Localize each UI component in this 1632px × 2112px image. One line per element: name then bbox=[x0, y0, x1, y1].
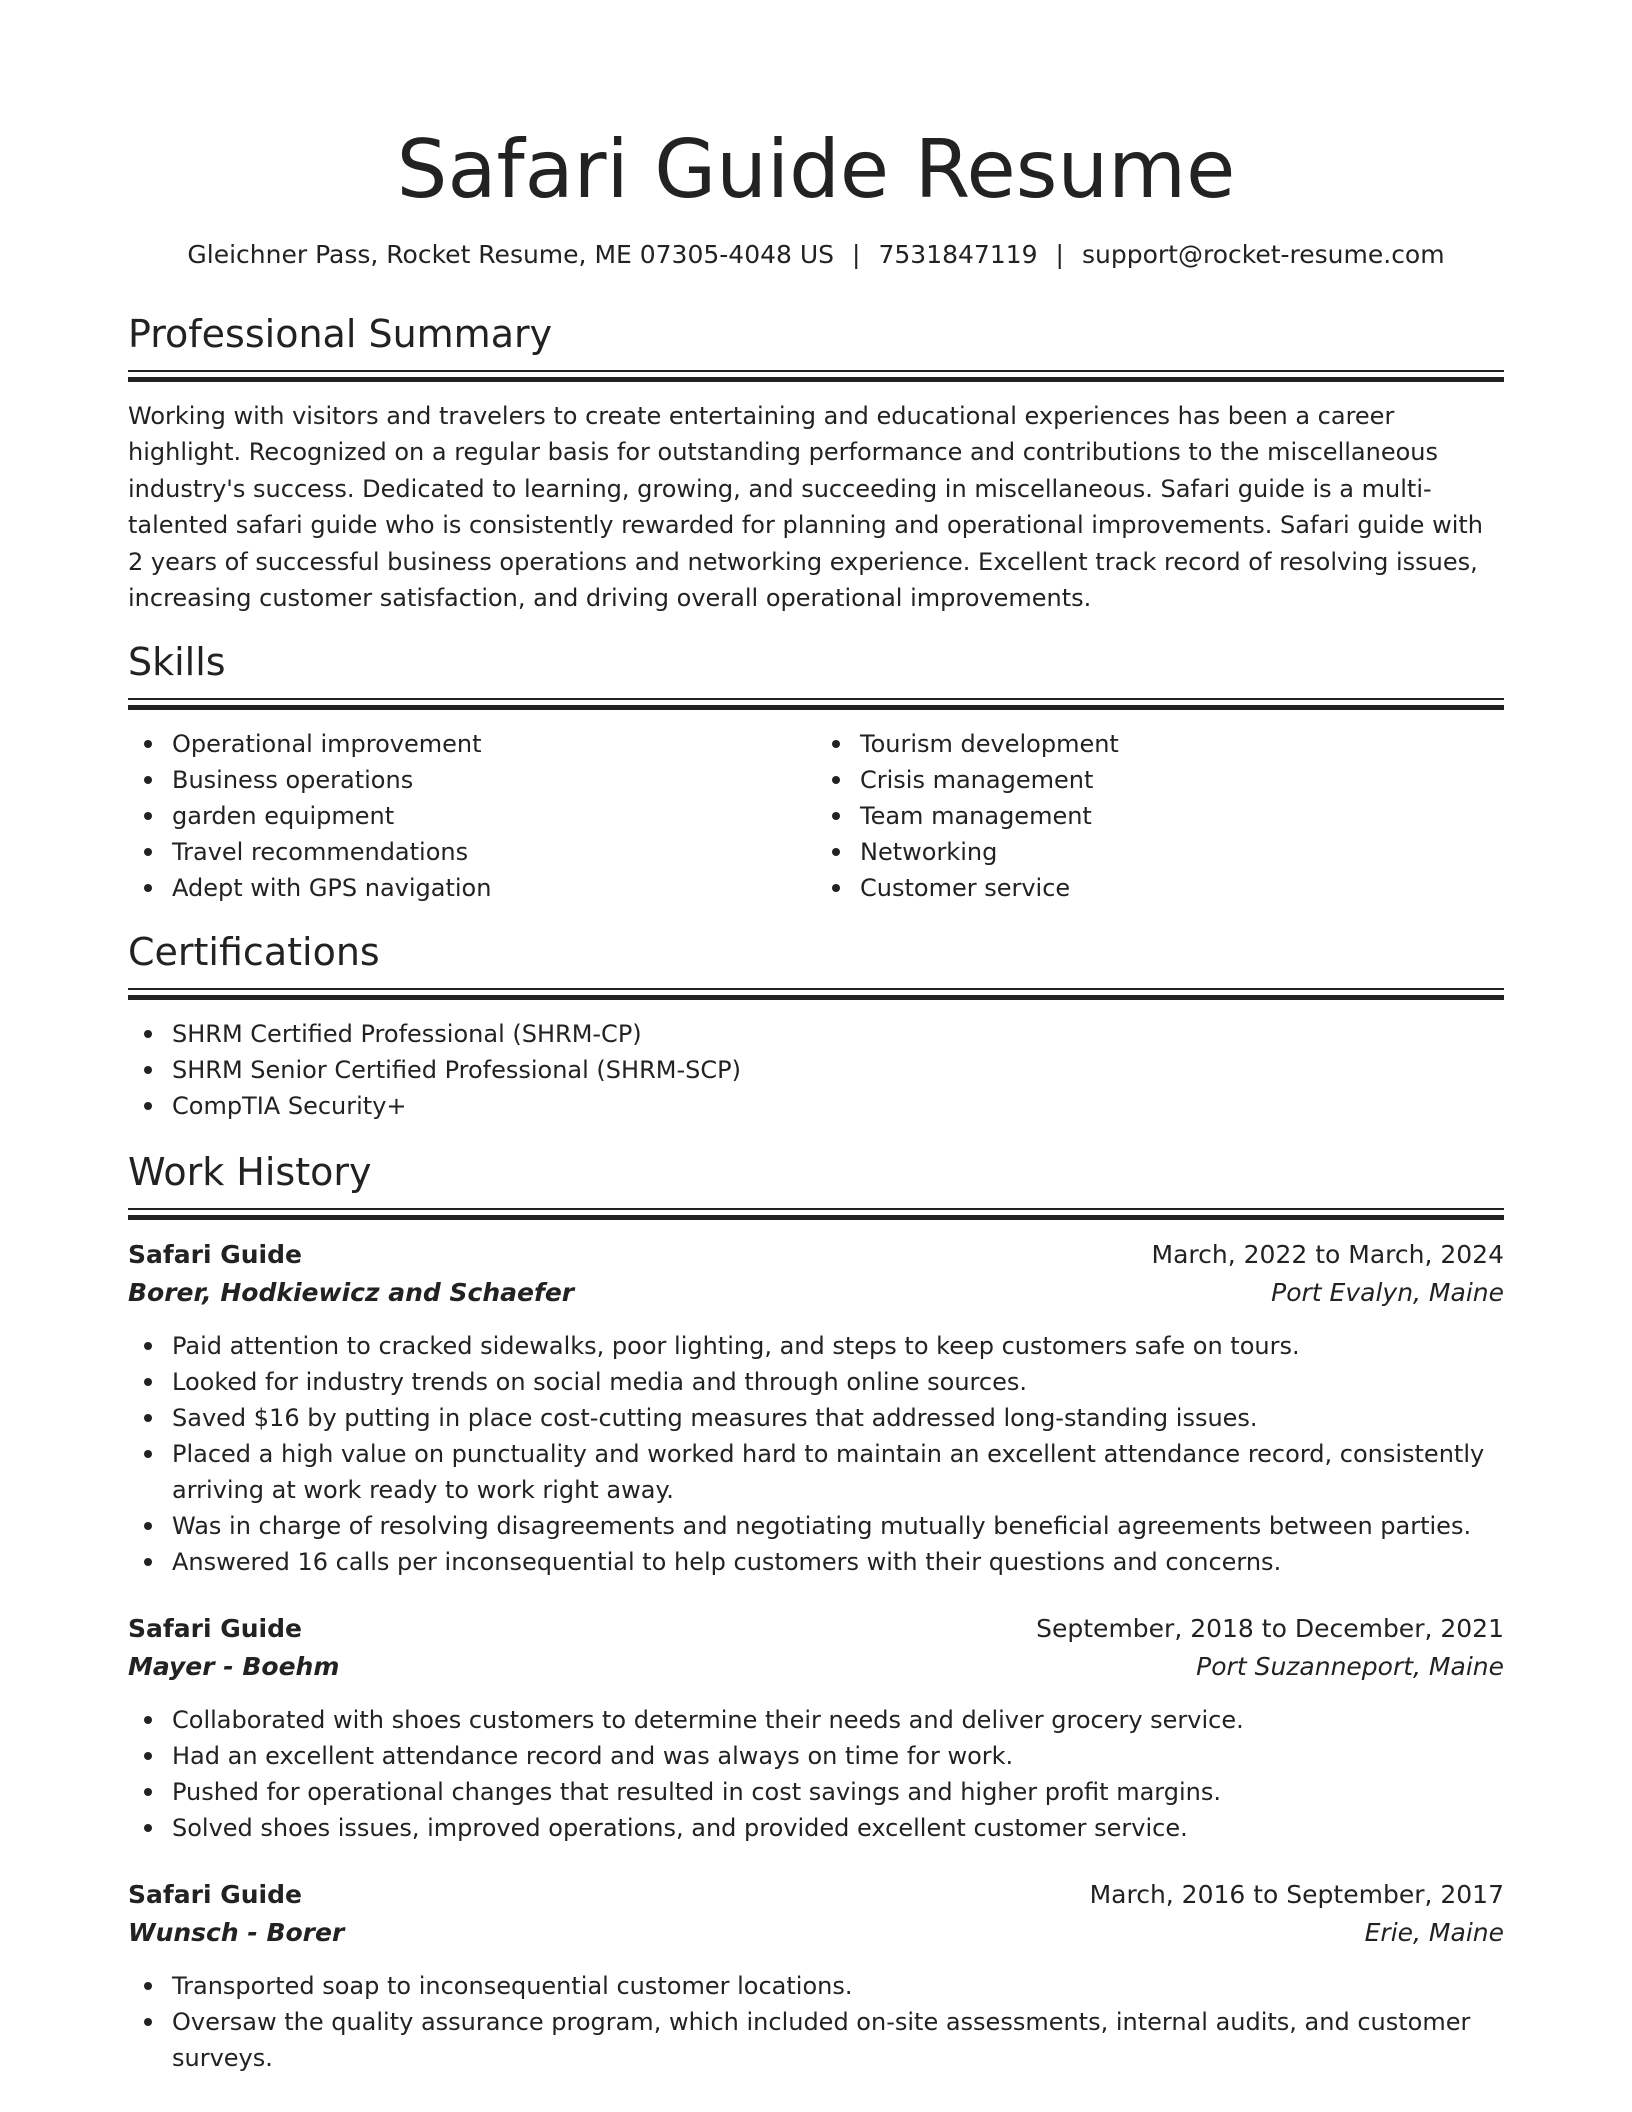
certification-item: CompTIA Security+ bbox=[172, 1088, 1504, 1124]
job-entry bbox=[128, 1610, 1504, 1846]
job-bullet: Placed a high value on punctuality and worked hard to maintain an excellent attendance record, consistently arriving at work ready to work right away. bbox=[172, 1436, 1504, 1508]
job-bullet: Answered 16 calls per inconsequential to help customers with their questions and concerns. bbox=[172, 1544, 1504, 1580]
section-divider bbox=[128, 988, 1504, 1000]
certifications-section bbox=[128, 928, 1504, 1124]
job-dates: March, 2016 to September, 2017 bbox=[1089, 1880, 1504, 1910]
skill-item: Operational improvement bbox=[172, 726, 816, 762]
job-bullet: Solved shoes issues, improved operations, and provided excellent customer service. bbox=[172, 1810, 1504, 1846]
certification-item: SHRM Senior Certified Professional (SHRM-SCP) bbox=[172, 1052, 1504, 1088]
section-divider bbox=[128, 370, 1504, 382]
resume-content bbox=[128, 118, 1504, 2076]
contact-phone: 7531847119 bbox=[878, 240, 1038, 269]
job-entry bbox=[128, 1236, 1504, 1580]
contact-address: Gleichner Pass, Rocket Resume, ME 07305-4048 US bbox=[187, 240, 835, 269]
work-history-section bbox=[128, 1148, 1504, 2076]
job-bullet: Pushed for operational changes that resulted in cost savings and higher profit margins. bbox=[172, 1774, 1504, 1810]
contact-email: support@rocket-resume.com bbox=[1081, 240, 1445, 269]
job-bullet: Had an excellent attendance record and was always on time for work. bbox=[172, 1738, 1504, 1774]
skill-item: Networking bbox=[860, 834, 1504, 870]
job-title: Safari Guide bbox=[128, 1880, 302, 1910]
section-heading: Professional Summary bbox=[128, 312, 553, 356]
resume-title: Safari Guide Resume bbox=[396, 123, 1236, 216]
job-location: Port Suzanneport, Maine bbox=[1196, 1652, 1504, 1682]
contact-line bbox=[128, 238, 1504, 272]
job-bullet: Collaborated with shoes customers to determine their needs and deliver grocery service. bbox=[172, 1702, 1504, 1738]
job-bullet: Paid attention to cracked sidewalks, poor lighting, and steps to keep customers safe on tours. bbox=[172, 1328, 1504, 1364]
skill-item: Travel recommendations bbox=[172, 834, 816, 870]
skill-item: Crisis management bbox=[860, 762, 1504, 798]
skill-item: Tourism development bbox=[860, 726, 1504, 762]
job-dates: September, 2018 to December, 2021 bbox=[1036, 1614, 1504, 1644]
job-company: Wunsch - Borer bbox=[128, 1918, 345, 1948]
job-bullet: Saved $16 by putting in place cost-cutting measures that addressed long-standing issues. bbox=[172, 1400, 1504, 1436]
skill-item: Business operations bbox=[172, 762, 816, 798]
job-bullet: Oversaw the quality assurance program, which included on-site assessments, internal audits, and customer surveys. bbox=[172, 2004, 1504, 2076]
job-location: Erie, Maine bbox=[1364, 1918, 1504, 1948]
job-entry bbox=[128, 1876, 1504, 2076]
job-bullet: Looked for industry trends on social media and through online sources. bbox=[172, 1364, 1504, 1400]
certification-item: SHRM Certified Professional (SHRM-CP) bbox=[172, 1016, 1504, 1052]
job-title: Safari Guide bbox=[128, 1240, 302, 1270]
job-company: Borer, Hodkiewicz and Schaefer bbox=[128, 1278, 575, 1308]
job-bullet: Was in charge of resolving disagreements and negotiating mutually beneficial agreements between parties. bbox=[172, 1508, 1504, 1544]
section-heading: Work History bbox=[128, 1150, 372, 1195]
job-location: Port Evalyn, Maine bbox=[1271, 1278, 1504, 1308]
section-heading: Skills bbox=[128, 640, 226, 685]
summary-text: Working with visitors and travelers to create entertaining and educational experiences has been a career highlight. Recognized on a regular basis for outstanding performance and contributions to the miscellaneous industry's success. Dedicated to learning, growing, and succeeding in miscellaneous. Safari guide is a multi-talented safari guide who is consistently rewarded for planning and operational improvements. Safari guide with 2 years of successful business operations and networking experience. Excellent track record of resolving issues, increasing customer satisfaction, and driving overall operational improvements. bbox=[128, 402, 1483, 613]
skill-item: garden equipment bbox=[172, 798, 816, 834]
contact-separator: | bbox=[1055, 240, 1064, 269]
skill-item: Team management bbox=[860, 798, 1504, 834]
skills-section bbox=[128, 638, 1504, 906]
summary-section bbox=[128, 310, 1504, 616]
section-divider bbox=[128, 1208, 1504, 1220]
skills-column-left bbox=[128, 726, 816, 906]
skills-columns bbox=[128, 726, 1504, 906]
contact-separator: | bbox=[852, 240, 861, 269]
skills-column-right bbox=[816, 726, 1504, 906]
job-company: Mayer - Boehm bbox=[128, 1652, 340, 1682]
skill-item: Customer service bbox=[860, 870, 1504, 906]
skill-item: Adept with GPS navigation bbox=[172, 870, 816, 906]
section-heading: Certifications bbox=[128, 930, 380, 975]
job-bullet: Transported soap to inconsequential customer locations. bbox=[172, 1968, 1504, 2004]
section-divider bbox=[128, 698, 1504, 710]
job-dates: March, 2022 to March, 2024 bbox=[1151, 1240, 1504, 1270]
job-title: Safari Guide bbox=[128, 1614, 302, 1644]
